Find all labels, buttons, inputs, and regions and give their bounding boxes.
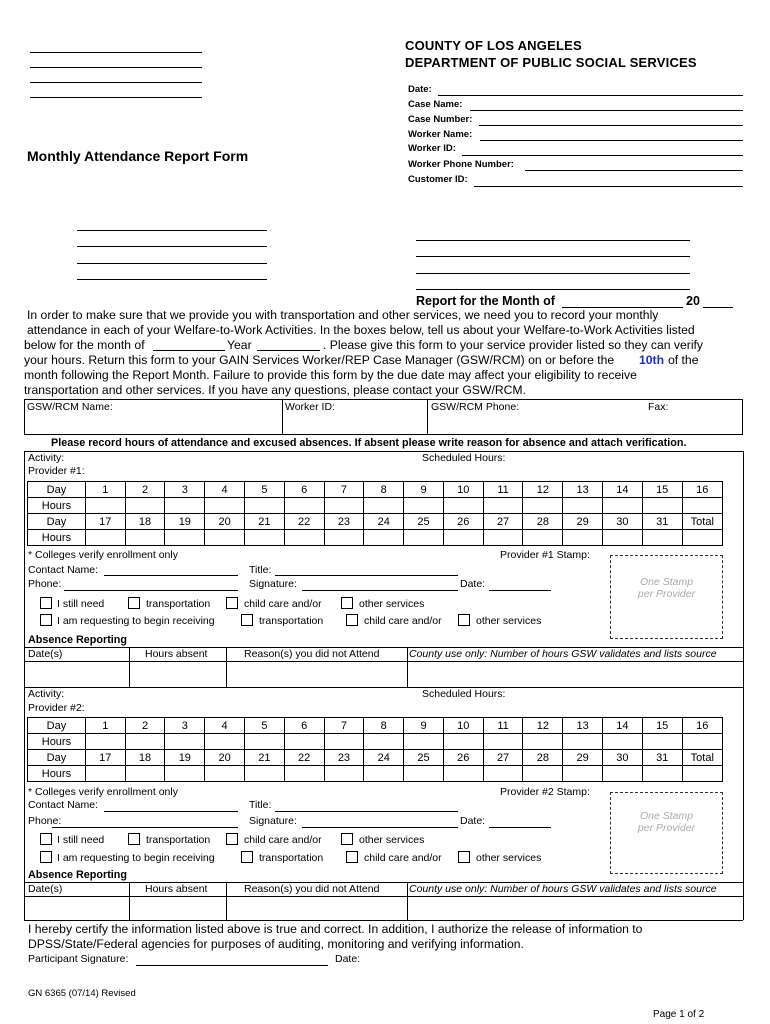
p1-hours-cell[interactable] — [563, 530, 603, 546]
p2-abs-div-2 — [226, 882, 227, 920]
p2-day-number: 15 — [642, 718, 682, 734]
client-address-line-2[interactable] — [77, 246, 267, 247]
p2-day-number: 12 — [523, 718, 563, 734]
p2-day-number: 18 — [125, 750, 165, 766]
p2-right-border — [743, 687, 744, 920]
p2-hours-cell[interactable] — [364, 734, 404, 750]
p1-signature-field[interactable] — [302, 590, 458, 591]
p1-day-number: 14 — [603, 482, 643, 498]
form-number: GN 6365 (07/14) Revised — [28, 988, 136, 999]
meta-worker-name-label: Worker Name: — [408, 129, 473, 140]
p1-hours-cell[interactable] — [244, 530, 284, 546]
p1-day-number: 6 — [284, 482, 324, 498]
p1-hours-cell[interactable] — [125, 530, 165, 546]
p1-day-number: 4 — [205, 482, 245, 498]
gsw-phone-label: GSW/RCM Phone: — [431, 401, 520, 413]
p2-still-need-checkbox[interactable] — [40, 833, 52, 845]
report-month-label: Report for the Month of — [416, 294, 555, 308]
intro-line-2: attendance in each of your Welfare-to-Work Activities. In the boxes below, tell us about your Welfare-to-Work Activities listed — [27, 323, 695, 337]
p2-hours-cell[interactable] — [523, 766, 563, 782]
intro-year-field[interactable] — [257, 350, 320, 351]
p2-need-transportation-label: transportation — [146, 834, 211, 846]
p1-hours-cell[interactable] — [523, 530, 563, 546]
p1-day-number: 3 — [165, 482, 205, 498]
p2-hours-cell[interactable] — [205, 734, 245, 750]
p2-contact-name-label: Contact Name: — [28, 799, 99, 811]
p1-day-number: 12 — [523, 482, 563, 498]
p1-hours-cell[interactable] — [642, 530, 682, 546]
p2-hours-cell[interactable] — [603, 766, 643, 782]
p1-grid-row-label: Day — [28, 514, 86, 530]
meta-case-number-field[interactable] — [479, 125, 743, 126]
p1-req-other-label: other services — [476, 615, 542, 627]
p1-left-border — [24, 451, 25, 687]
address-line-4[interactable] — [30, 97, 202, 98]
p1-absence-bottom-rule — [24, 687, 743, 688]
meta-date-field[interactable] — [438, 95, 743, 96]
p1-hours-cell[interactable] — [404, 498, 444, 514]
worker-id-label: Worker ID: — [285, 401, 335, 413]
p1-activity-label: Activity: — [28, 452, 65, 464]
p2-day-number: 27 — [483, 750, 523, 766]
p2-day-number: 24 — [364, 750, 404, 766]
p1-hours-cell[interactable] — [563, 498, 603, 514]
meta-customer-id-field[interactable] — [474, 186, 743, 187]
intro-line-3a: below for the month of — [24, 338, 145, 352]
p2-hours-cell[interactable] — [483, 766, 523, 782]
p2-colleges-note: * Colleges verify enrollment only — [28, 786, 178, 798]
p2-phone-field[interactable] — [52, 827, 238, 828]
p1-title-field[interactable] — [275, 575, 458, 576]
gsw-name-label: GSW/RCM Name: — [27, 401, 113, 413]
p2-day-number: Total — [682, 750, 722, 766]
p2-req-other-checkbox[interactable] — [458, 851, 470, 863]
p1-hours-cell[interactable] — [125, 498, 165, 514]
p2-contact-name-field[interactable] — [104, 811, 238, 812]
p2-need-child-care-label: child care and/or — [244, 834, 322, 846]
p2-hours-cell[interactable] — [85, 734, 125, 750]
p2-grid-row-label: Hours — [28, 766, 86, 782]
p2-abs-hours-header: Hours absent — [145, 883, 208, 895]
p1-day-number: 15 — [642, 482, 682, 498]
p1-need-transportation-label: transportation — [146, 598, 211, 610]
p1-req-transportation-checkbox[interactable] — [241, 614, 253, 626]
address-line-3[interactable] — [30, 82, 202, 83]
certify-line-2: DPSS/State/Federal agencies for purposes of auditing, monitoring and verifying information. — [28, 937, 524, 951]
p2-day-number: 8 — [364, 718, 404, 734]
p2-activity-label: Activity: — [28, 688, 65, 700]
p1-hours-cell[interactable] — [165, 530, 205, 546]
p2-day-number: 22 — [284, 750, 324, 766]
p1-day-number: 20 — [205, 514, 245, 530]
p2-day-number: 5 — [244, 718, 284, 734]
p2-hours-cell[interactable] — [244, 734, 284, 750]
p1-day-number: 28 — [523, 514, 563, 530]
p2-day-number: 29 — [563, 750, 603, 766]
p2-need-other-checkbox[interactable] — [341, 833, 353, 845]
meta-worker-phone-label: Worker Phone Number: — [408, 159, 514, 170]
p1-stamp-text-1: One Stamp — [639, 576, 694, 588]
p1-signature-label: Signature: — [249, 578, 297, 590]
p1-day-number: 29 — [563, 514, 603, 530]
address-line-2[interactable] — [30, 67, 202, 68]
p1-stamp-text-2: per Provider — [637, 588, 696, 600]
p1-hours-cell[interactable] — [682, 530, 722, 546]
p2-absence-bottom-rule — [24, 920, 743, 921]
participant-signature-field[interactable] — [136, 965, 328, 966]
p2-hours-cell[interactable] — [523, 734, 563, 750]
p1-title-label: Title: — [249, 564, 272, 576]
meta-case-name-field[interactable] — [470, 110, 743, 111]
intro-line-4a: your hours. Return this form to your GAIN Services Worker/REP Case Manager (GSW/RCM) on or before the — [24, 353, 615, 367]
p1-day-number: 16 — [682, 482, 722, 498]
p1-req-transportation-label: transportation — [259, 615, 324, 627]
p1-hours-cell[interactable] — [603, 530, 643, 546]
p2-need-transportation-checkbox[interactable] — [128, 833, 140, 845]
intro-line-3b: Year — [227, 338, 252, 352]
p2-hours-cell[interactable] — [404, 766, 444, 782]
p2-stamp-text-2: per Provider — [637, 822, 696, 834]
p1-grid-row — [28, 514, 723, 530]
p1-day-number: 5 — [244, 482, 284, 498]
provider-address-line-4[interactable] — [416, 289, 690, 290]
p1-date-field[interactable] — [489, 590, 551, 591]
meta-date-label: Date: — [408, 84, 432, 95]
p1-hours-cell[interactable] — [165, 498, 205, 514]
p2-day-number: 13 — [563, 718, 603, 734]
p1-grid-row — [28, 498, 723, 514]
p2-day-number: 25 — [404, 750, 444, 766]
p2-absence-header-rule — [24, 896, 743, 897]
p2-hours-cell[interactable] — [324, 766, 364, 782]
p2-hours-cell[interactable] — [205, 766, 245, 782]
address-line-1[interactable] — [30, 52, 202, 53]
p2-day-number: 2 — [125, 718, 165, 734]
p2-day-number: 20 — [205, 750, 245, 766]
p1-hours-cell[interactable] — [364, 530, 404, 546]
instruction-text: Please record hours of attendance and excused absences. If absent please write reason for absence and attach verification. — [51, 437, 687, 449]
p1-hours-cell[interactable] — [483, 530, 523, 546]
p1-still-need-checkbox[interactable] — [40, 597, 52, 609]
p1-abs-div-1 — [129, 647, 130, 687]
p2-hours-cell[interactable] — [603, 734, 643, 750]
p1-contact-name-field[interactable] — [104, 575, 238, 576]
meta-worker-name-field[interactable] — [480, 140, 743, 141]
p2-stamp-box — [610, 792, 723, 874]
contact-divider-1 — [282, 399, 283, 435]
p1-req-child-care-checkbox[interactable] — [346, 614, 358, 626]
intro-line-1: In order to make sure that we provide you with transportation and other services, we need you to record your monthly — [27, 308, 659, 322]
p2-req-child-care-checkbox[interactable] — [346, 851, 358, 863]
participant-date-label: Date: — [335, 953, 361, 965]
contact-row-box — [24, 399, 743, 435]
p1-requesting-label: I am requesting to begin receiving — [57, 615, 215, 627]
p2-title-field[interactable] — [275, 811, 458, 812]
p2-hours-cell[interactable] — [563, 766, 603, 782]
p2-hours-cell[interactable] — [165, 734, 205, 750]
p1-abs-dates-header: Date(s) — [28, 648, 63, 660]
agency-name: COUNTY OF LOS ANGELES — [405, 38, 582, 53]
fax-label: Fax: — [648, 401, 669, 413]
p2-need-child-care-checkbox[interactable] — [226, 833, 238, 845]
p2-hours-cell[interactable] — [682, 734, 722, 750]
p1-right-border — [743, 451, 744, 687]
p1-day-number: 26 — [443, 514, 483, 530]
p2-date-label: Date: — [460, 815, 486, 827]
instruction-rule — [24, 451, 743, 452]
p2-provider-label: Provider #2: — [28, 702, 85, 714]
p1-hours-cell[interactable] — [404, 530, 444, 546]
p1-day-number: 30 — [603, 514, 643, 530]
p2-absence-title: Absence Reporting — [28, 869, 127, 881]
meta-worker-phone-field[interactable] — [525, 170, 743, 171]
p1-scheduled-label: Scheduled Hours: — [422, 452, 506, 464]
intro-line-6: transportation and other services. If you have any questions, please contact your GSW/RCM. — [24, 383, 526, 397]
p2-stamp-text-1: One Stamp — [639, 810, 694, 822]
report-year-field[interactable] — [703, 307, 733, 308]
p2-grid-row-label: Day — [28, 750, 86, 766]
p2-day-number: 16 — [682, 718, 722, 734]
p2-req-transportation-checkbox[interactable] — [241, 851, 253, 863]
p2-day-number: 9 — [404, 718, 444, 734]
intro-line-4b: of the — [668, 353, 699, 367]
p2-hours-cell[interactable] — [443, 734, 483, 750]
p2-day-number: 28 — [523, 750, 563, 766]
p1-still-need-label: I still need — [57, 598, 105, 610]
p2-hours-cell[interactable] — [483, 734, 523, 750]
p1-hours-cell[interactable] — [324, 498, 364, 514]
p2-req-transportation-label: transportation — [259, 852, 324, 864]
p1-abs-county-header: County use only: Number of hours GSW validates and lists source — [409, 648, 717, 660]
p1-grid-row-label: Day — [28, 482, 86, 498]
p2-day-number: 30 — [603, 750, 643, 766]
p2-stamp-label: Provider #2 Stamp: — [500, 786, 590, 798]
p2-req-other-label: other services — [476, 852, 542, 864]
p1-day-number: 10 — [443, 482, 483, 498]
p2-scheduled-label: Scheduled Hours: — [422, 688, 506, 700]
p1-absence-title: Absence Reporting — [28, 634, 127, 646]
p2-day-number: 26 — [443, 750, 483, 766]
p1-hours-cell[interactable] — [205, 530, 245, 546]
p2-hours-cell[interactable] — [642, 766, 682, 782]
p2-req-child-care-label: child care and/or — [364, 852, 442, 864]
p2-day-number: 11 — [483, 718, 523, 734]
p2-day-number: 17 — [85, 750, 125, 766]
p1-hours-cell[interactable] — [85, 498, 125, 514]
p1-need-other-label: other services — [359, 598, 425, 610]
p2-grid-row — [28, 718, 723, 734]
p1-requesting-checkbox[interactable] — [40, 614, 52, 626]
p1-day-number: 22 — [284, 514, 324, 530]
p1-hours-cell[interactable] — [642, 498, 682, 514]
p1-day-number: 11 — [483, 482, 523, 498]
p2-abs-div-1 — [129, 882, 130, 920]
p2-requesting-label: I am requesting to begin receiving — [57, 852, 215, 864]
p2-grid-row — [28, 734, 723, 750]
contact-divider-2 — [427, 399, 428, 435]
page-number: Page 1 of 2 — [653, 1009, 705, 1020]
p1-day-number: 23 — [324, 514, 364, 530]
provider-address-line-3[interactable] — [416, 273, 690, 274]
meta-case-number-label: Case Number: — [408, 114, 473, 125]
p1-hours-cell[interactable] — [324, 530, 364, 546]
p2-hours-cell[interactable] — [563, 734, 603, 750]
participant-signature-label: Participant Signature: — [28, 953, 129, 965]
p2-hours-cell[interactable] — [165, 766, 205, 782]
p1-grid-row — [28, 482, 723, 498]
p1-day-number: 7 — [324, 482, 364, 498]
p2-still-need-label: I still need — [57, 834, 105, 846]
p1-day-number: 27 — [483, 514, 523, 530]
p1-day-number: 2 — [125, 482, 165, 498]
p1-hours-cell[interactable] — [523, 498, 563, 514]
p1-hours-cell[interactable] — [443, 498, 483, 514]
p1-day-number: 25 — [404, 514, 444, 530]
p2-hours-cell[interactable] — [85, 766, 125, 782]
p2-grid-row-label: Hours — [28, 734, 86, 750]
p1-hours-cell[interactable] — [284, 530, 324, 546]
p1-day-number: 18 — [125, 514, 165, 530]
p1-attendance-grid — [27, 481, 723, 546]
p2-hours-cell[interactable] — [125, 734, 165, 750]
p2-hours-cell[interactable] — [443, 766, 483, 782]
p1-stamp-label: Provider #1 Stamp: — [500, 549, 590, 561]
p2-day-number: 10 — [443, 718, 483, 734]
p2-hours-cell[interactable] — [404, 734, 444, 750]
meta-worker-id-label: Worker ID: — [408, 143, 456, 154]
p1-hours-cell[interactable] — [85, 530, 125, 546]
p2-day-number: 7 — [324, 718, 364, 734]
p1-day-number: 9 — [404, 482, 444, 498]
form-title: Monthly Attendance Report Form — [27, 148, 249, 164]
p1-abs-hours-header: Hours absent — [145, 648, 208, 660]
p1-grid-row-label: Hours — [28, 498, 86, 514]
p1-day-number: 13 — [563, 482, 603, 498]
p2-hours-cell[interactable] — [364, 766, 404, 782]
p2-day-number: 1 — [85, 718, 125, 734]
meta-worker-id-field[interactable] — [462, 155, 743, 156]
p2-hours-cell[interactable] — [642, 734, 682, 750]
p2-attendance-grid — [27, 717, 723, 782]
p2-hours-cell[interactable] — [284, 766, 324, 782]
p2-hours-cell[interactable] — [244, 766, 284, 782]
p1-need-other-checkbox[interactable] — [341, 597, 353, 609]
p2-title-label: Title: — [249, 799, 272, 811]
p1-hours-cell[interactable] — [443, 530, 483, 546]
p2-hours-cell[interactable] — [284, 734, 324, 750]
p2-need-other-label: other services — [359, 834, 425, 846]
p1-hours-cell[interactable] — [284, 498, 324, 514]
agency-department: DEPARTMENT OF PUBLIC SOCIAL SERVICES — [405, 55, 697, 70]
p1-stamp-box — [610, 555, 723, 639]
p1-hours-cell[interactable] — [244, 498, 284, 514]
p2-requesting-checkbox[interactable] — [40, 851, 52, 863]
p1-day-number: 24 — [364, 514, 404, 530]
p2-phone-label: Phone: — [28, 815, 62, 827]
p1-req-child-care-label: child care and/or — [364, 615, 442, 627]
provider-address-line-1[interactable] — [416, 240, 690, 241]
client-address-line-1[interactable] — [77, 230, 267, 231]
p2-signature-label: Signature: — [249, 815, 297, 827]
p1-day-number: 21 — [244, 514, 284, 530]
certify-line-1: I hereby certify the information listed above is true and correct. In addition, I authorize the release of information to — [28, 922, 643, 936]
p1-day-number: 17 — [85, 514, 125, 530]
p2-left-border — [24, 687, 25, 920]
p1-grid-row-label: Hours — [28, 530, 86, 546]
p2-hours-cell[interactable] — [682, 766, 722, 782]
p1-grid-row — [28, 530, 723, 546]
p2-day-number: 21 — [244, 750, 284, 766]
p1-day-number: 19 — [165, 514, 205, 530]
p1-day-number: Total — [682, 514, 722, 530]
p1-phone-label: Phone: — [28, 578, 62, 590]
intro-line-3c: . Please give this form to your service provider listed so they can verify — [323, 338, 704, 352]
p2-abs-reason-header: Reason(s) you did not Attend — [244, 883, 380, 895]
report-year-prefix: 20 — [686, 294, 700, 308]
p2-day-number: 14 — [603, 718, 643, 734]
p2-hours-cell[interactable] — [125, 766, 165, 782]
p1-hours-cell[interactable] — [682, 498, 722, 514]
p2-day-number: 6 — [284, 718, 324, 734]
intro-month-field[interactable] — [153, 350, 225, 351]
p1-abs-div-2 — [226, 647, 227, 687]
p1-abs-reason-header: Reason(s) you did not Attend — [244, 648, 380, 660]
provider-address-line-2[interactable] — [416, 256, 690, 257]
p1-day-number: 1 — [85, 482, 125, 498]
meta-case-name-label: Case Name: — [408, 99, 463, 110]
p1-provider-label: Provider #1: — [28, 465, 85, 477]
p1-hours-cell[interactable] — [603, 498, 643, 514]
p1-date-label: Date: — [460, 578, 486, 590]
intro-due-day: 10th — [639, 353, 665, 367]
p1-day-number: 8 — [364, 482, 404, 498]
client-address-line-3[interactable] — [77, 263, 267, 264]
p1-abs-div-3 — [407, 647, 408, 687]
p1-phone-field[interactable] — [64, 590, 238, 591]
p1-req-other-checkbox[interactable] — [458, 614, 470, 626]
intro-line-5: month following the Report Month. Failure to provide this form by the due date may affect your eligibility to receive — [24, 368, 637, 382]
p2-day-number: 31 — [642, 750, 682, 766]
p1-need-transportation-checkbox[interactable] — [128, 597, 140, 609]
p2-day-number: 3 — [165, 718, 205, 734]
meta-customer-id-label: Customer ID: — [408, 174, 468, 185]
p1-hours-cell[interactable] — [364, 498, 404, 514]
p2-abs-dates-header: Date(s) — [28, 883, 63, 895]
p1-contact-name-label: Contact Name: — [28, 564, 99, 576]
p1-hours-cell[interactable] — [483, 498, 523, 514]
p1-need-child-care-label: child care and/or — [244, 598, 322, 610]
p1-colleges-note: * Colleges verify enrollment only — [28, 549, 178, 561]
p2-day-number: 19 — [165, 750, 205, 766]
p1-day-number: 31 — [642, 514, 682, 530]
p1-absence-header-rule — [24, 661, 743, 662]
p2-hours-cell[interactable] — [324, 734, 364, 750]
p2-day-number: 23 — [324, 750, 364, 766]
p2-date-field[interactable] — [489, 827, 551, 828]
p2-signature-field[interactable] — [302, 827, 458, 828]
p2-abs-div-3 — [407, 882, 408, 920]
p2-day-number: 4 — [205, 718, 245, 734]
p2-grid-row-label: Day — [28, 718, 86, 734]
p2-grid-row — [28, 766, 723, 782]
p1-hours-cell[interactable] — [205, 498, 245, 514]
client-address-line-4[interactable] — [77, 279, 267, 280]
p2-grid-row — [28, 750, 723, 766]
p1-need-child-care-checkbox[interactable] — [226, 597, 238, 609]
p2-abs-county-header: County use only: Number of hours GSW validates and lists source — [409, 883, 717, 895]
